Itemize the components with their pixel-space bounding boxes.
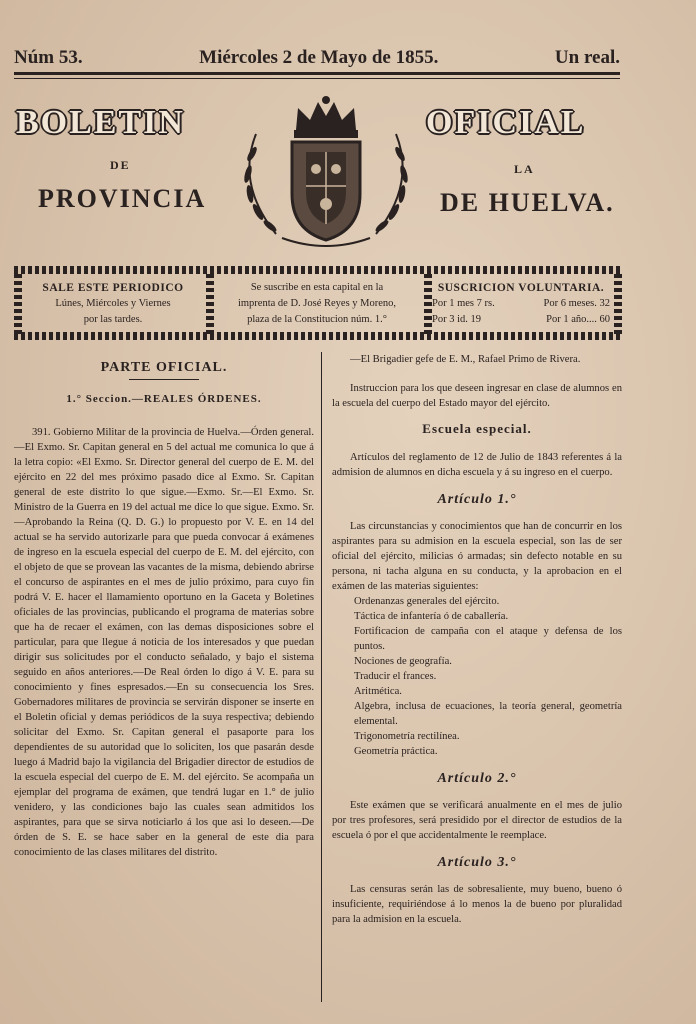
left-column — [14, 352, 314, 860]
materia-item: Aritmética. — [354, 686, 402, 697]
price-1-month: Por 1 mes 7 rs. — [432, 298, 495, 309]
article-1-heading: Artículo 1.° — [437, 492, 517, 507]
chain-divider-1 — [206, 274, 214, 334]
info-schedule-heading: SALE ESTE PERIODICO — [42, 282, 184, 294]
info-subscribe — [214, 280, 420, 328]
info-subscribe-line1: Se suscribe en esta capital en la — [250, 282, 384, 293]
masthead-rule-thin — [14, 78, 620, 79]
title-oficial: OFICIAL — [426, 104, 586, 141]
right-column — [332, 352, 622, 927]
info-prices-row1 — [432, 296, 610, 312]
info-schedule — [24, 280, 202, 328]
chain-border-top — [14, 266, 622, 274]
info-schedule-time: por las tardes. — [83, 314, 143, 325]
signature-text: —El Brigadier gefe de E. M., Rafael Primo de Rivera. — [350, 354, 581, 365]
materia-item: Trigonometría rectilínea. — [354, 731, 460, 742]
column-divider — [321, 352, 322, 1002]
info-prices-row2 — [432, 312, 610, 328]
title-de-huelva: DE HUELVA. — [440, 188, 615, 217]
royal-crest-icon — [226, 94, 426, 250]
heading-rule — [129, 379, 199, 380]
info-subscribe-line2: imprenta de D. José Reyes y Moreno, — [237, 298, 397, 309]
materia-item: Algebra, inclusa de ecuaciones, la teoría general, geometría elemental. — [354, 701, 622, 727]
title-provincia: PROVINCIA — [38, 184, 207, 213]
masthead-rule — [14, 72, 620, 75]
article-1-text: Las circunstancias y conocimientos que han de concurrir en los aspirantes para su admision en la escuela especial, son las de ser oficial del ejército, milicias ó armadas; sin defecto notable en su persona, ni tacha alguna en su conducta, y la aprobacion en el exámen de las materias siguientes: — [332, 521, 622, 592]
materia-item: Ordenanzas generales del ejército. — [354, 596, 500, 607]
chain-border-right — [614, 274, 622, 334]
articles-intro: Artículos del reglamento de 12 de Julio de 1843 referentes á la admision de alumnos en dicha escuela y á su ingreso en el cuerpo. — [332, 452, 622, 478]
article-3-text: Las censuras serán las de sobresaliente, muy bueno, bueno ó insuficiente, requiriéndose á lo menos la de bueno por pluralidad para la admision en la escuela. — [332, 884, 622, 925]
chain-border-left — [14, 274, 22, 334]
order-body-text: 391. Gobierno Militar de la provincia de Huelva.—Órden general.—El Exmo. Sr. Capitan general en 5 del actual me comunica lo que á la letra copio: «El Exmo. Sr. Director general del cuerpo de E. M. del ejército en 22 del mes próximo pasado dice al Exmo. Sr. Capitan general de este distrito lo que sigue.—Exmo. Sr.—El Exmo. Sr. Ministro de la Guerra en 19 del actual me dice lo que sigue. Exmo. Sr.—Aprobando la Reina (Q. D. G.) lo propuesto por V. E. en 14 del actual se ha servido autorizarle para que pueda convocar á exámenes de ingreso en la escuela especial del cuerpo de E. M. del ejército, con el objeto de que se provean las vacantes de la misma, debiendo abrirse el concurso de aspirantes en el mes de julio próximo, para cuyo fin podrá V. E. hacer el llamamiento oportuno en la Gaceta y Boletines oficiales de las provincias, publicando el programa de materias sobre que ha de recaer el exámen, con las demas disposiciones sobre el particular, para que llegue á noticia de los interesados y que puedan dirigir sus solicitudes por el conducto señalado, y bajo el sistema seguido en años anteriores.—De Real órden lo digo á V. E. para su conocimiento y fines espresados.—En su consecuencia los Sres. Gobernadores militares de provincia se servirán disponer se inserte en el Boletin oficial y demas periódicos de la suya respectiva; debiendo solicitar del Exmo. Sr. Capitan general el pasaporte para los dependientes de su autoridad que lo soliciten, los que pasarán desde luego á Madrid bajo la vigilancia del Brigadier director de estudios de la escuela especial del cuerpo de E. M. del ejército. Se acompaña un ejemplar del programa de exámen, que tendrá lugar en 1.° de julio venidero, y las condiciones bajo las cuales sean admitidos los aspirantes, para que se sirva noticiarlo á los que asi lo deseen.—De órden de S. E. se hace saber en la general de este dia para conocimiento de las clases militares del distrito. — [14, 427, 314, 858]
section-heading: 1.° Seccion.—REALES ÓRDENES. — [66, 393, 262, 405]
article-3-heading: Artículo 3.° — [437, 855, 517, 870]
chain-divider-2 — [424, 274, 432, 334]
info-prices-heading: SUSCRICION VOLUNTARIA. — [437, 282, 605, 294]
article-2-heading: Artículo 2.° — [437, 771, 517, 786]
title-la: LA — [514, 162, 535, 176]
chain-border-bottom — [14, 332, 622, 340]
materia-item: Nociones de geografía. — [354, 656, 452, 667]
materia-item: Táctica de infantería ó de caballería. — [354, 611, 509, 622]
article-2-text: Este exámen que se verificará anualmente en el mes de julio por tres profesores, será presidido por el director de estudios de la escuela ó por el que accidentalmente le reemplace. — [332, 800, 622, 841]
price-6-months: Por 6 meses. 32 — [543, 298, 610, 309]
materia-item: Geometría práctica. — [354, 746, 438, 757]
issue-price: Un real. — [554, 47, 620, 68]
parte-oficial-heading: PARTE OFICIAL. — [100, 360, 228, 375]
materia-item: Fortificacion de campaña con el ataque y defensa de los puntos. — [354, 626, 622, 652]
title-de: DE — [110, 158, 131, 172]
info-schedule-days: Lúnes, Miércoles y Viernes — [55, 298, 171, 309]
masthead-line — [14, 47, 620, 69]
instruction-text: Instruccion para los que deseen ingresar en clase de alumnos en la escuela del cuerpo del Estado mayor del ejército. — [332, 383, 622, 409]
escuela-heading: Escuela especial. — [422, 421, 532, 436]
subscription-box — [14, 266, 622, 340]
price-3-months: Por 3 id. 19 — [432, 314, 482, 325]
materia-item: Traducir el frances. — [354, 671, 437, 682]
info-subscribe-line3: plaza de la Constitucion núm. 1.° — [247, 314, 387, 325]
title-boletin: BOLETIN — [16, 104, 185, 141]
price-1-year: Por 1 año.... 60 — [546, 314, 610, 325]
issue-date: Miércoles 2 de Mayo de 1855. — [199, 47, 439, 68]
info-prices — [432, 280, 610, 328]
issue-number: Núm 53. — [14, 47, 83, 68]
